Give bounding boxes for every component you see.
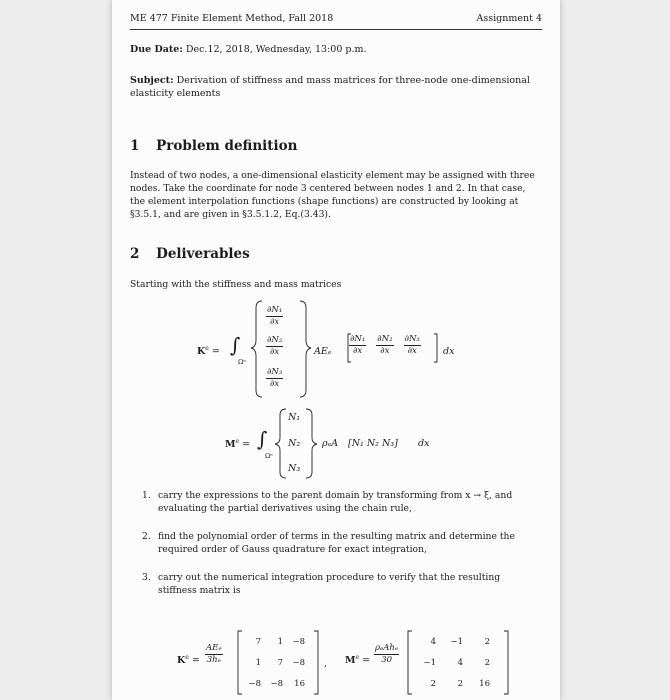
result-M-lhs: Me = xyxy=(345,654,371,667)
document-page xyxy=(112,0,560,700)
deliverables-intro: Starting with the stiffness and mass matrices xyxy=(130,279,342,290)
matrix-cell: 1 xyxy=(255,658,261,668)
mass-row-vector: [N₁ N₂ N₃] xyxy=(348,438,398,449)
list-item: 2. find the polynomial order of terms in the resulting matrix and determine the required order of Gauss quadrature for exact integration, xyxy=(142,531,515,555)
matrix-cell: 4 xyxy=(430,637,436,647)
separator-comma: , xyxy=(324,658,328,669)
matrix-cell: 2 xyxy=(457,679,463,689)
integral-domain: Ωᵉ xyxy=(238,358,246,366)
due-date-value: Dec.12, 2018, Wednesday, 13:00 p.m. xyxy=(185,44,367,55)
right-brace xyxy=(306,409,317,478)
list-item: 3. carry out the numerical integration procedure to verify that the resulting stiffness matrix is xyxy=(142,572,501,596)
M-coefficient: $\frac{\text{ρₑAhₑ}}{30}$ xyxy=(375,643,399,665)
stiffness-lhs: $K^e$ = xyxy=(197,345,220,358)
subject-value: Derivation of stiffness and mass matrices for three-node one-dimensional elasticity elements xyxy=(130,75,530,99)
matrix-cell: 2 xyxy=(430,679,436,689)
left-bracket xyxy=(348,334,351,362)
section-title: Problem definition xyxy=(156,138,298,154)
row-vector: $\frac{\text{∂N₁}}{\partial x}$ $\frac{\text{∂N₂}}{\partial x}$ $\frac{\text{∂N₃}}{\partial x}$ xyxy=(350,334,420,356)
integral-sign: ∫ xyxy=(230,333,241,357)
column-vector-entry: $\frac{\text{∂N₁}}{\partial x}$ xyxy=(267,305,283,327)
matrix-cell: −1 xyxy=(450,637,463,647)
matrix-cell: 4 xyxy=(457,658,463,668)
K-coefficient: $\frac{\text{AEₑ}}{\text{3hₑ}}$ xyxy=(206,643,222,665)
mass-vector-entry: N₂ xyxy=(288,438,301,449)
matrix-cell: 7 xyxy=(277,658,283,668)
matrix-cell: 2 xyxy=(484,637,490,647)
section-title: Deliverables xyxy=(156,246,250,262)
subject-label: Subject: xyxy=(130,75,174,86)
right-brace xyxy=(300,301,311,397)
matrix-cell: −8 xyxy=(270,679,283,689)
matrix-cell: 16 xyxy=(479,679,490,689)
integral-sign: ∫ xyxy=(257,427,268,451)
matrix-cell: −8 xyxy=(292,658,305,668)
differential-dx: dx xyxy=(418,438,430,449)
matrix-cell: −8 xyxy=(292,637,305,647)
right-bracket xyxy=(434,334,437,362)
mass-coefficient: ρₑA xyxy=(322,438,339,449)
differential-dx: dx xyxy=(443,346,455,357)
matrix-cell: 7 xyxy=(255,637,261,647)
matrix-cell: −1 xyxy=(423,658,436,668)
problem-definition-text: Instead of two nodes, a one-dimensional elasticity element may be assigned with three nodes. Take the coordinate for node 3 centered between nodes 1 and 2. In that case, the element interpolation functions (shape functions) are constructed by looking at §3.5.1, and are given in §3.5.1.2, Eq.(3.43). xyxy=(130,170,535,220)
column-vector-entry: $\frac{\text{∂N₂}}{\partial x}$ xyxy=(267,335,283,357)
due-date-label: Due Date: xyxy=(130,44,183,55)
matrix-cell: 16 xyxy=(294,679,305,689)
mass-vector-entry: N₃ xyxy=(288,463,301,474)
right-bracket xyxy=(314,631,318,694)
assignment-label: Assignment 4 xyxy=(476,13,542,24)
section-number: 2 xyxy=(130,246,140,262)
mass-vector-entry: N₁ xyxy=(288,412,301,423)
integral-domain: Ωᵉ xyxy=(265,452,273,460)
matrix-cell: 2 xyxy=(484,658,490,668)
section-number: 1 xyxy=(130,138,140,154)
mass-lhs: Me = xyxy=(225,438,251,451)
matrix-cell: −8 xyxy=(248,679,261,689)
right-bracket xyxy=(504,631,508,694)
left-bracket xyxy=(408,631,412,694)
matrix-cell: 1 xyxy=(277,637,283,647)
list-item: 1. carry the expressions to the parent domain by transforming from x → ξ, and evaluating the partial derivatives using the chain rule, xyxy=(142,490,513,514)
course-title: ME 477 Finite Element Method, Fall 2018 xyxy=(130,13,334,24)
stiffness-coefficient: AEₑ xyxy=(314,346,332,357)
left-brace xyxy=(275,409,286,478)
left-brace xyxy=(251,301,262,397)
left-bracket xyxy=(238,631,242,694)
column-vector-entry: $\frac{\text{∂N₃}}{\partial x}$ xyxy=(267,367,283,389)
result-K-lhs: $K^e$ = xyxy=(177,654,200,667)
math-delimiters xyxy=(112,0,560,700)
